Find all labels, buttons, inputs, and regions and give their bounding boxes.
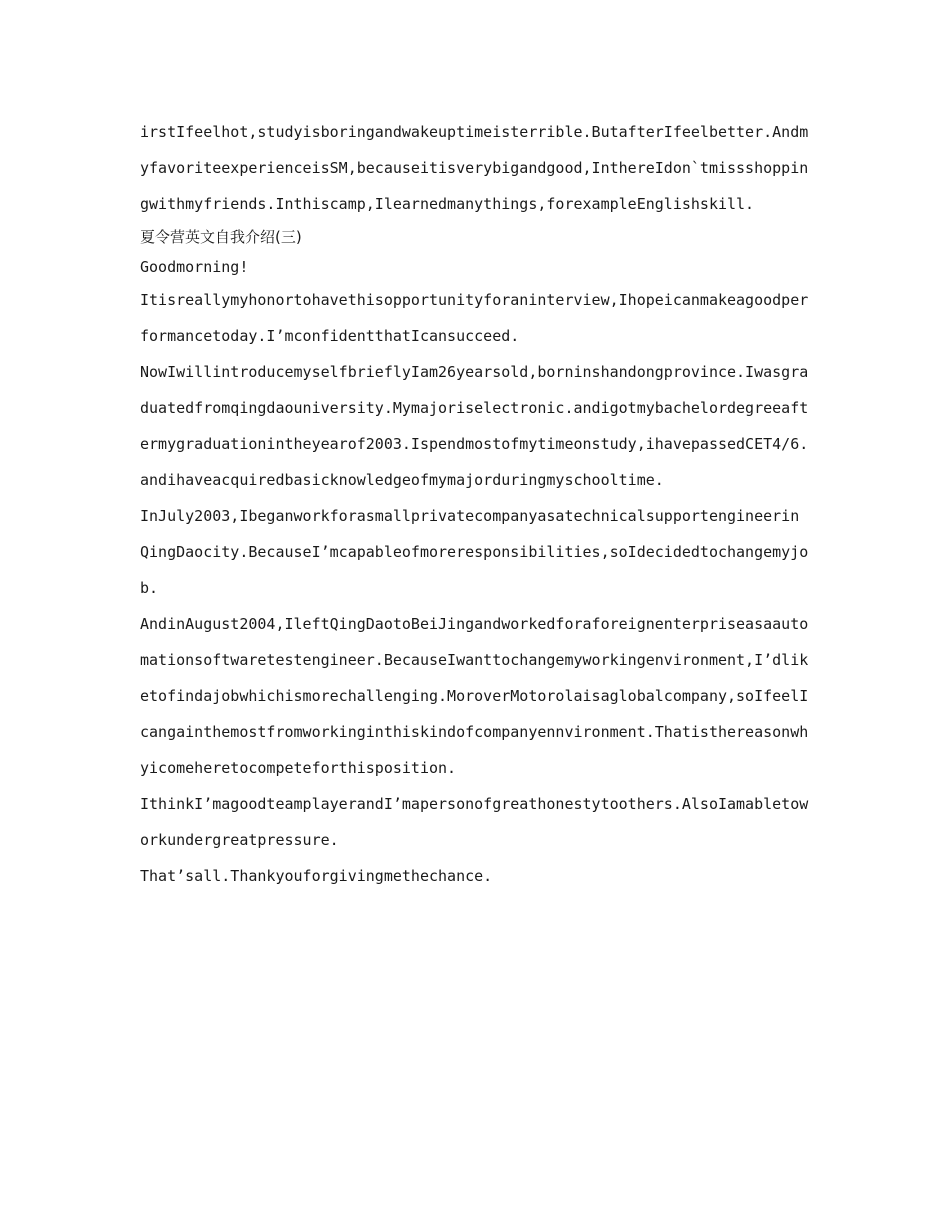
- paragraph-education: NowIwillintroducemyselfbrieflyIam26yearsold,borninshandongprovince.Iwasgraduatedfromqingdaouniversity.Mymajoriselectronic.andigotmybachelordegreeaftermygraduationintheyearof2003.Ispendmostofmytimeonstudy,ihavepassedCET4/6.andihaveacquiredbasicknowledgeofmymajorduringmyschooltime.: [140, 363, 809, 489]
- document-body: [140, 114, 812, 894]
- paragraph-first-job: InJuly2003,Ibeganworkforasmallprivatecompanyasatechnicalsupportengineerin QingDaocity.BecauseI’mcapableofmoreresponsibilities,soIdecidedtochangemyjob.: [140, 507, 809, 597]
- paragraph-closing: That’sall.Thankyouforgivingmethechance.: [140, 867, 493, 885]
- paragraph-personality: IthinkI’magoodteamplayerandI’mapersonofgreathonestytoothers.AlsoIamabletoworkundergreatpressure.: [140, 795, 809, 849]
- paragraph-camp-experience: irstIfeelhot,studyisboringandwakeuptimeisterrible.ButafterIfeelbetter.AndmyfavoriteexperienceisSM,becauseitisverybigandgood,InthereIdon`tmissshoppingwithmyfriends.Inthiscamp,Ilearnedmanythings,forexampleEnglishskill.: [140, 123, 809, 213]
- paragraph-greeting: Goodmorning!: [140, 258, 249, 276]
- paragraph-opening: Itisreallymyhonortohavethisopportunityforaninterview,Ihopeicanmakeagoodperformancetoday.I’mconfidentthatIcansucceed.: [140, 291, 809, 345]
- paragraph-second-job: AndinAugust2004,IleftQingDaotoBeiJingandworkedforaforeignenterpriseasaautomationsoftwaretestengineer.BecauseIwanttochangemyworkingenvironment,I’dliketofindajobwhichismorechallenging.MoroverMotorolaisaglobalcompany,soIfeelIcangainthemostfromworkinginthiskindofcompanyennvironment.Thatisthereasonwhyicomeheretocompeteforthisposition.: [140, 615, 809, 777]
- section-heading: 夏令营英文自我介绍(三): [140, 228, 302, 246]
